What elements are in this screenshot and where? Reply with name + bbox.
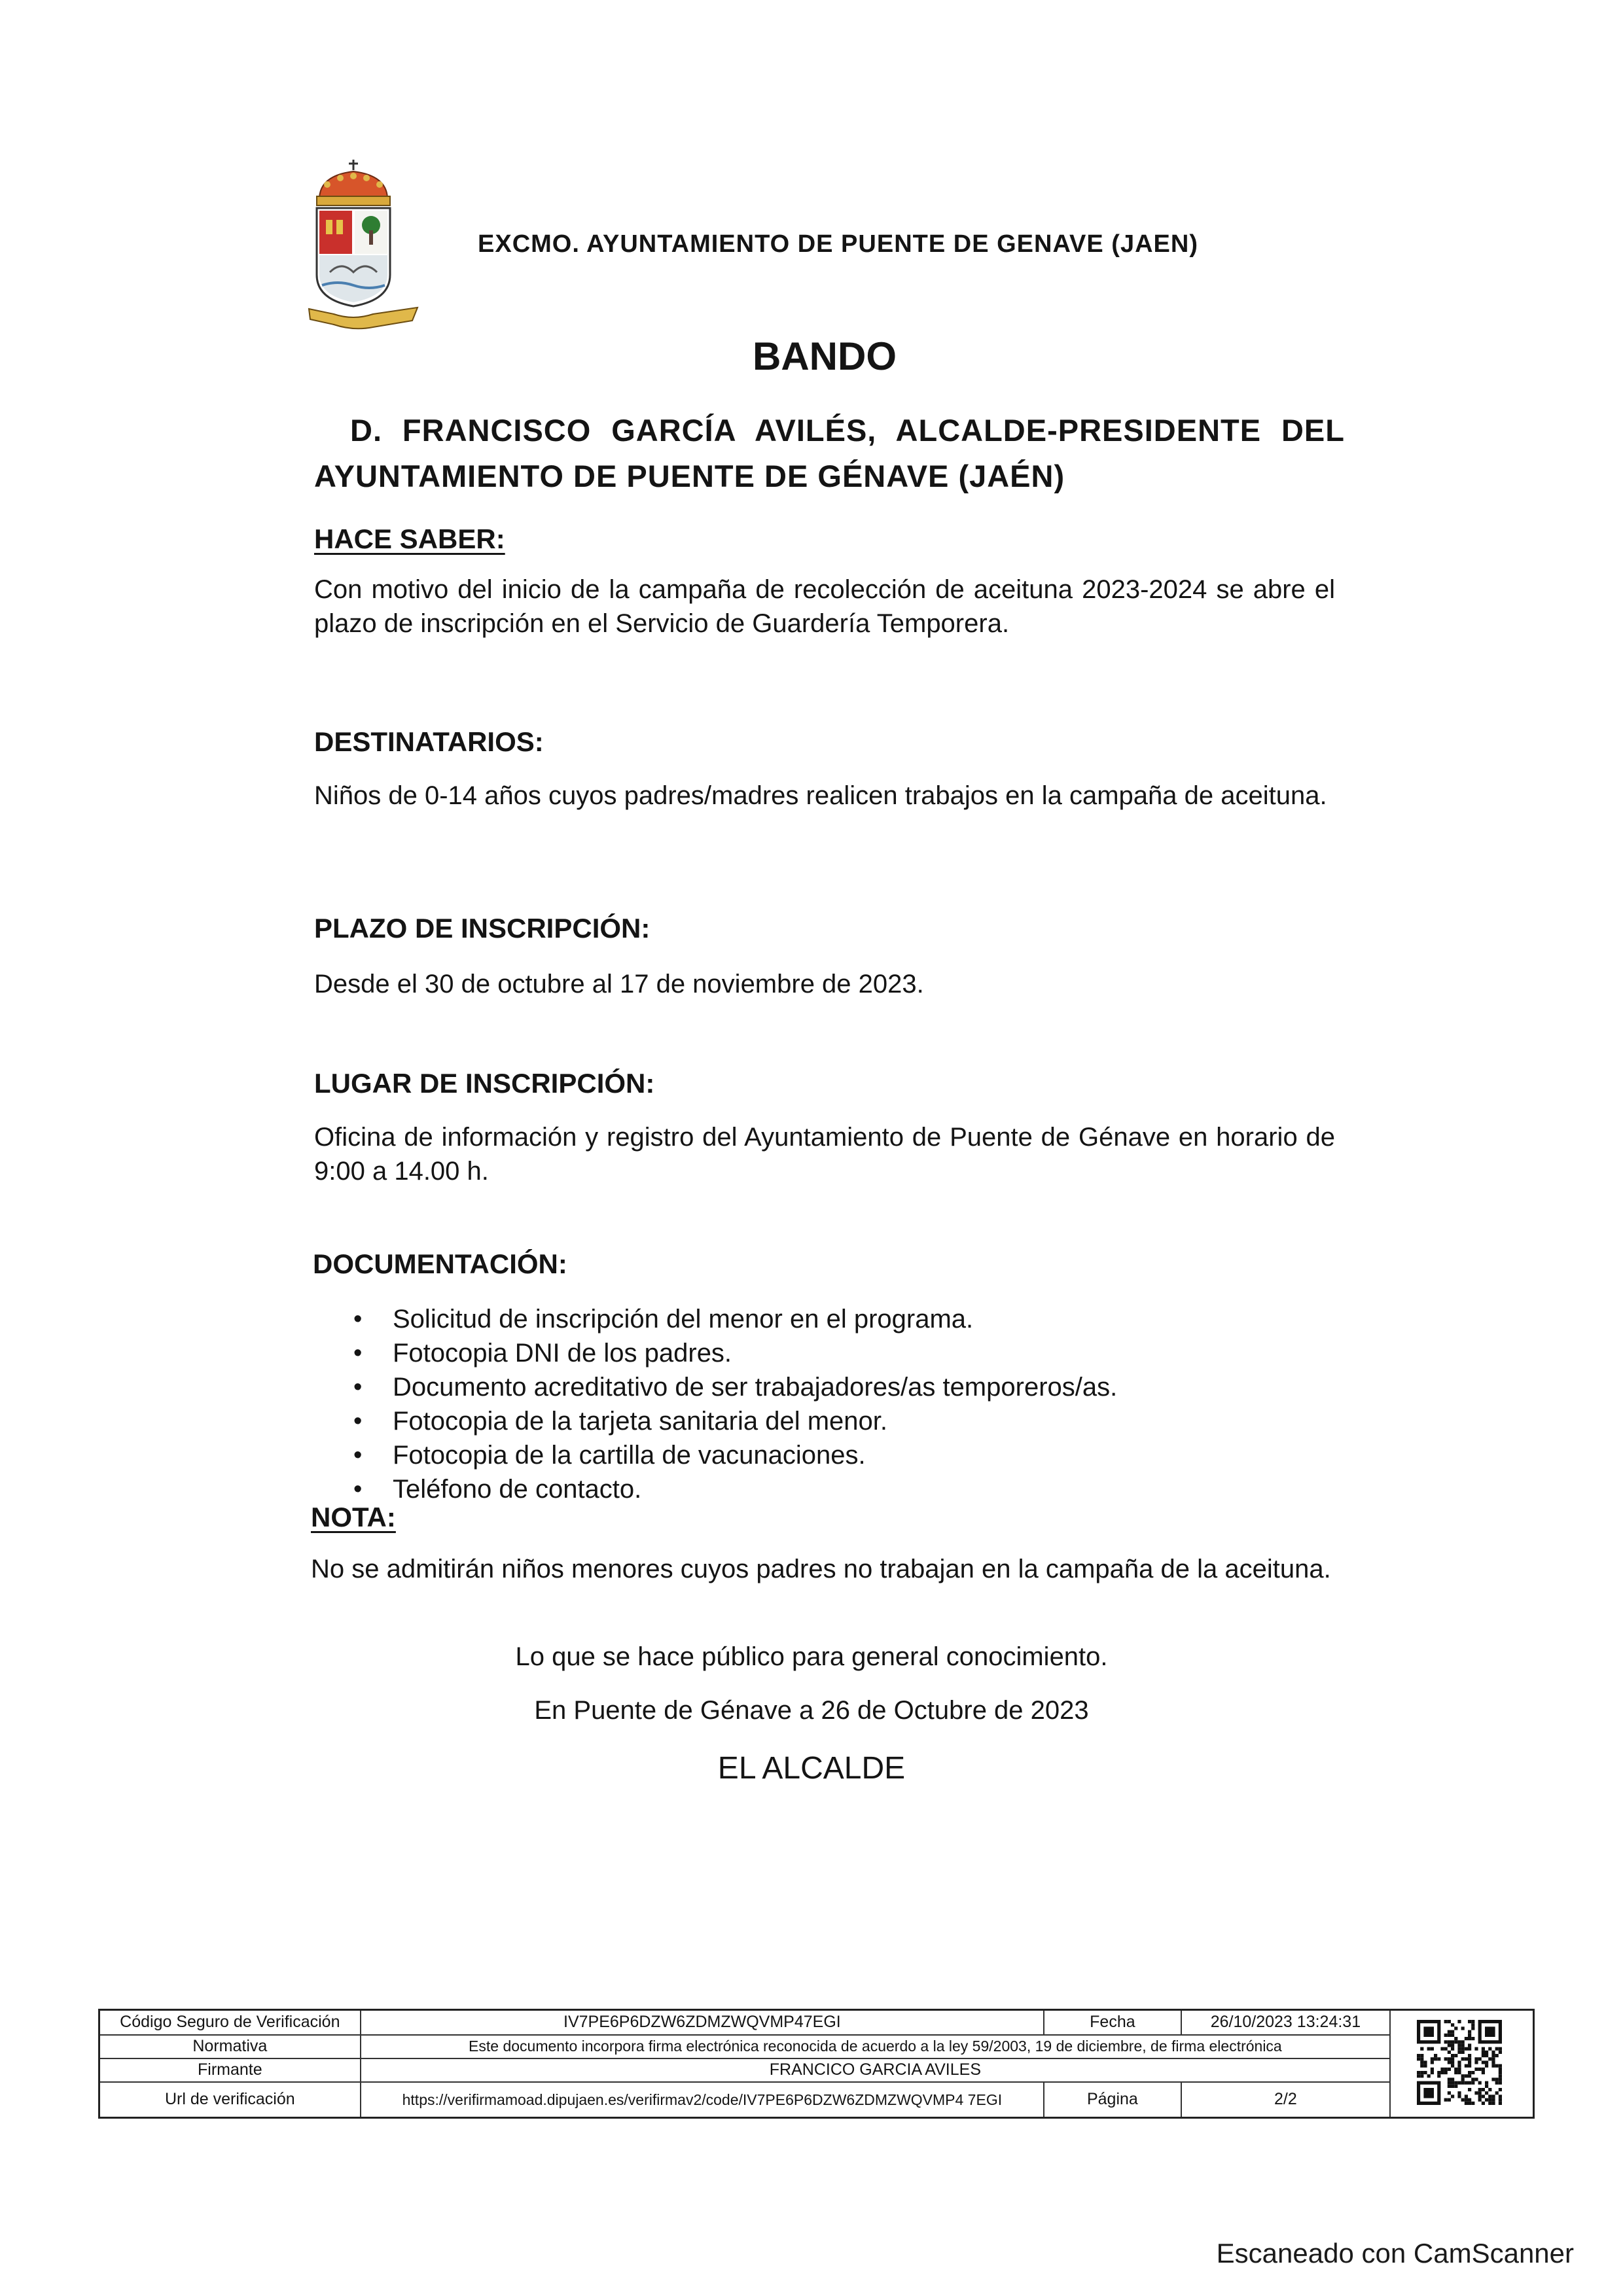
qr-code [1394, 2017, 1525, 2108]
list-item: • Fotocopia de la cartilla de vacunaciones. [353, 1438, 1117, 1472]
firmante-label: Firmante [99, 2058, 361, 2082]
pagina-label: Página [1044, 2082, 1181, 2118]
list-item: • Solicitud de inscripción del menor en el programa. [353, 1302, 1117, 1336]
issuer-line-2: AYUNTAMIENTO DE PUENTE DE GÉNAVE (JAÉN) [314, 459, 1065, 493]
url-value: https://verifirmamoad.dipujaen.es/verifirmav2/code/IV7PE6P6DZW6ZDMZWQVMP4 7EGI [361, 2082, 1044, 2118]
section-title-lugar: LUGAR DE INSCRIPCIÓN: [314, 1068, 655, 1099]
verification-table [98, 2009, 1535, 2119]
issuer-line-1: D. FRANCISCO GARCÍA AVILÉS, ALCALDE-PRESIDENTE DEL [350, 413, 1345, 448]
nota-text: No se admitirán niños menores cuyos padres no trabajan en la campaña de la aceituna. [311, 1555, 1331, 1583]
list-item: • Teléfono de contacto. [353, 1472, 1117, 1506]
plazo-text: Desde el 30 de octubre al 17 de noviembre de 2023. [314, 970, 924, 998]
destinatarios-text: Niños de 0-14 años cuyos padres/madres realicen trabajos en la campaña de aceituna. [314, 781, 1327, 810]
list-item: • Fotocopia DNI de los padres. [353, 1336, 1117, 1370]
csv-value: IV7PE6P6DZW6ZDMZWQVMP47EGI [361, 2010, 1044, 2035]
url-label: Url de verificación [99, 2082, 361, 2118]
csv-label: Código Seguro de Verificación [99, 2010, 361, 2035]
fecha-value: 26/10/2023 13:24:31 [1181, 2010, 1390, 2035]
fecha-label: Fecha [1044, 2010, 1181, 2035]
camscanner-footer: Escaneado con CamScanner [1216, 2238, 1574, 2269]
coat-of-arms-logo [308, 157, 419, 334]
lugar-text: Oficina de información y registro del Ayuntamiento de Puente de Génave en horario de 9:00 a 14.00 h. [314, 1123, 1335, 1186]
firmante-value: FRANCICO GARCIA AVILES [361, 2058, 1390, 2082]
normativa-label: Normativa [99, 2035, 361, 2058]
place-date-line: En Puente de Génave a 26 de Octubre de 2023 [534, 1696, 1089, 1725]
public-notice-line: Lo que se hace público para general conocimiento. [515, 1642, 1108, 1671]
section-title-documentacion: DOCUMENTACIÓN: [313, 1248, 567, 1279]
list-item: • Documento acreditativo de ser trabajadores/as temporeros/as. [353, 1370, 1117, 1404]
hace-saber-text: Con motivo del inicio de la campaña de recolección de aceituna 2023-2024 se abre el plazo de inscripción en el Servicio de Guardería Temporera. [314, 575, 1335, 638]
documentation-list [353, 1302, 1117, 1506]
document-title: BANDO [753, 334, 897, 378]
institution-header: EXCMO. AYUNTAMIENTO DE PUENTE DE GENAVE (JAEN) [478, 230, 1198, 258]
signature-title: EL ALCALDE [717, 1751, 906, 1786]
normativa-value: Este documento incorpora firma electrónica reconocida de acuerdo a la ley 59/2003, 19 de diciembre, de firma electrónica [361, 2035, 1390, 2058]
section-title-hace-saber: HACE SABER: [314, 523, 505, 554]
section-title-nota: NOTA: [311, 1502, 396, 1532]
section-title-plazo: PLAZO DE INSCRIPCIÓN: [314, 913, 651, 944]
pagina-value: 2/2 [1181, 2082, 1390, 2118]
section-title-destinatarios: DESTINATARIOS: [314, 726, 544, 757]
list-item: • Fotocopia de la tarjeta sanitaria del menor. [353, 1404, 1117, 1438]
